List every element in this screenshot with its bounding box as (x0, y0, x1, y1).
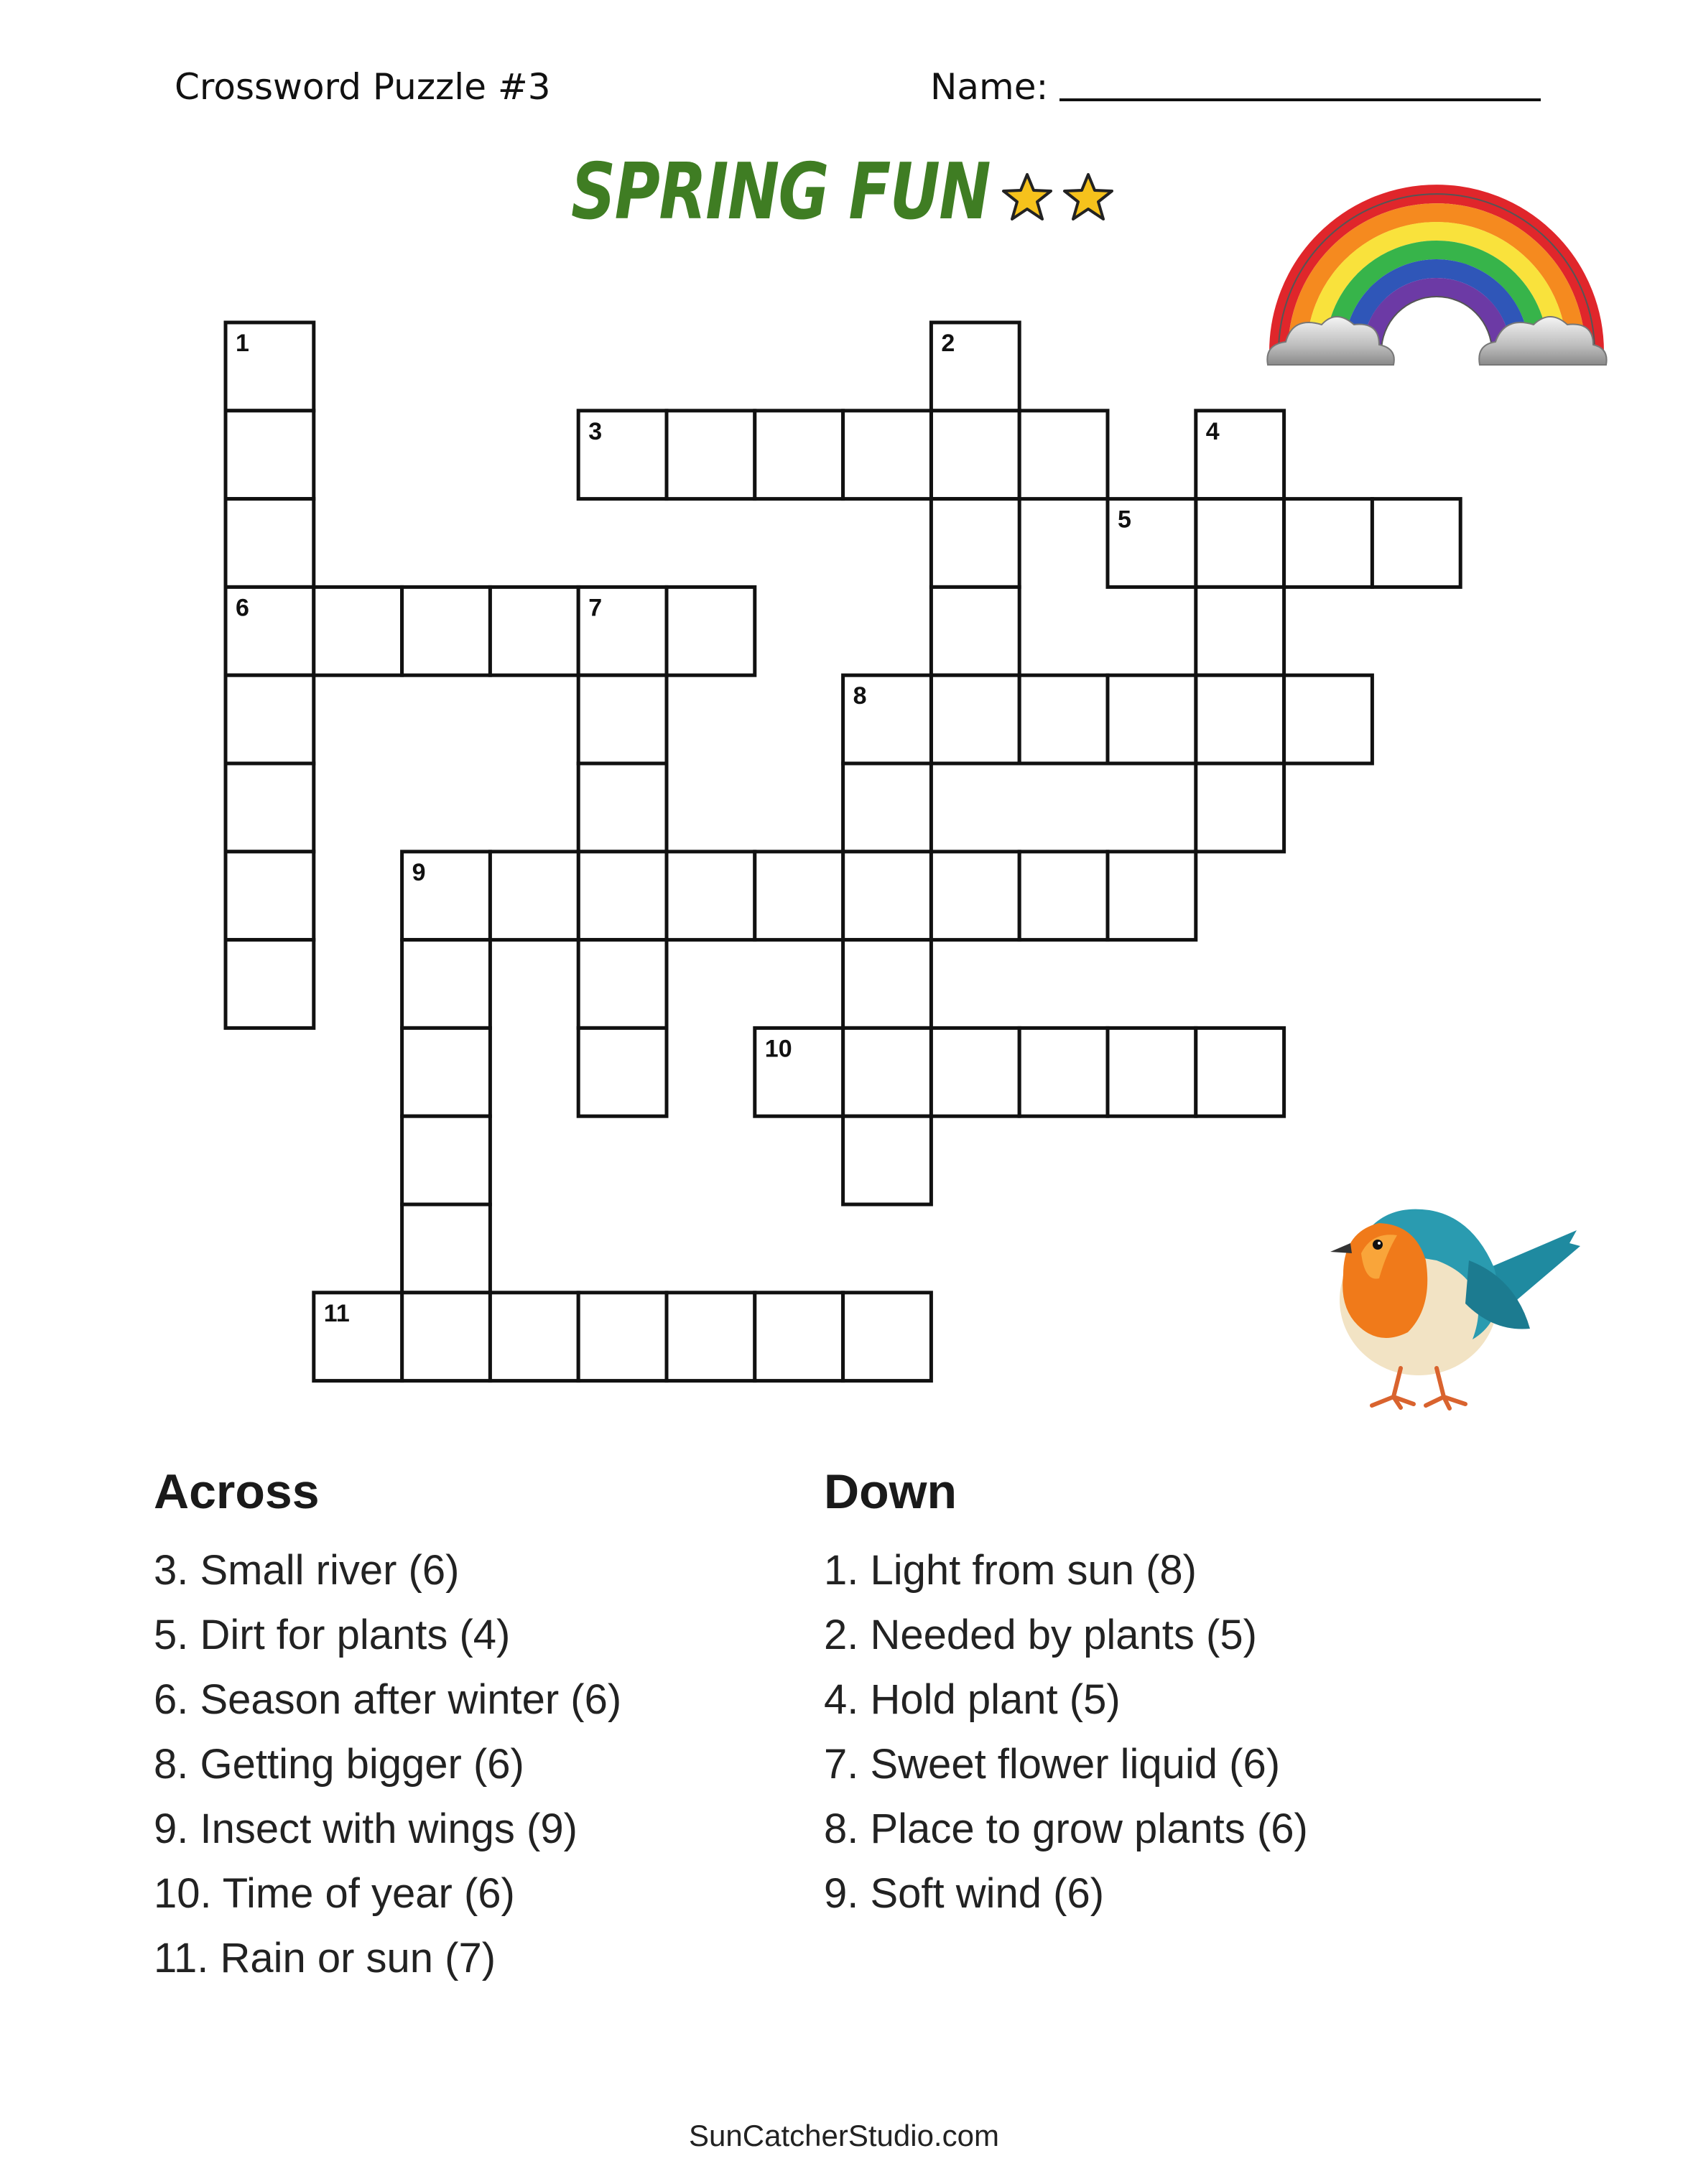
grid-cell[interactable] (402, 1293, 491, 1381)
grid-cell[interactable] (843, 1028, 932, 1116)
grid-cell[interactable] (1108, 675, 1196, 763)
grid-cell[interactable] (667, 1293, 755, 1381)
grid-cell[interactable] (1284, 499, 1373, 587)
grid-cell[interactable] (755, 1293, 843, 1381)
page-title: SPRING FUN (571, 147, 991, 237)
across-clue: 9. Insect with wings (9) (154, 1806, 578, 1852)
grid-cell[interactable] (578, 852, 667, 940)
across-clue: 11. Rain or sun (7) (154, 1935, 496, 1981)
grid-cell[interactable] (226, 499, 314, 587)
grid-cell[interactable] (578, 1293, 667, 1381)
grid-cell[interactable] (667, 852, 755, 940)
across-clue: 10. Time of year (6) (154, 1870, 515, 1917)
grid-cell[interactable] (1196, 587, 1284, 675)
down-clue: 2. Needed by plants (5) (824, 1612, 1257, 1658)
footer-credit: SunCatcherStudio.com (689, 2119, 999, 2152)
grid-cell[interactable] (1372, 499, 1460, 587)
grid-cell[interactable] (843, 763, 932, 852)
clue-number: 8 (853, 682, 867, 710)
grid-cell[interactable] (931, 675, 1019, 763)
down-clue: 7. Sweet flower liquid (6) (824, 1741, 1281, 1788)
grid-cell[interactable] (931, 852, 1019, 940)
down-clue: 1. Light from sun (8) (824, 1547, 1197, 1594)
grid-cell[interactable] (490, 1293, 578, 1381)
clue-number: 2 (941, 330, 955, 357)
grid-cell[interactable] (490, 587, 578, 675)
grid-cell[interactable] (1019, 852, 1108, 940)
across-clue: 5. Dirt for plants (4) (154, 1612, 511, 1658)
grid-cell[interactable] (755, 852, 843, 940)
grid-cell[interactable] (402, 587, 491, 675)
grid-cell[interactable] (931, 411, 1019, 499)
across-clue: 6. Season after winter (6) (154, 1676, 622, 1723)
grid-cell[interactable] (1196, 1028, 1284, 1116)
clue-number: 1 (236, 330, 249, 357)
grid-cell[interactable] (667, 411, 755, 499)
clue-number: 5 (1118, 506, 1131, 534)
grid-cell[interactable] (578, 675, 667, 763)
down-clue: 9. Soft wind (6) (824, 1870, 1105, 1917)
clue-number: 11 (323, 1299, 350, 1327)
grid-cell[interactable] (226, 852, 314, 940)
clue-number: 7 (588, 594, 603, 622)
across-clue: 8. Getting bigger (6) (154, 1741, 524, 1788)
across-clue: 3. Small river (6) (154, 1547, 460, 1594)
grid-cell[interactable] (578, 940, 667, 1028)
grid-cell[interactable] (402, 1204, 491, 1293)
down-clue: 4. Hold plant (5) (824, 1676, 1121, 1723)
grid-cell[interactable] (843, 852, 932, 940)
grid-cell[interactable] (1196, 763, 1284, 852)
grid-cell[interactable] (843, 940, 932, 1028)
down-clue: 8. Place to grow plants (6) (824, 1806, 1308, 1852)
grid-cell[interactable] (1196, 499, 1284, 587)
clue-number: 9 (412, 858, 426, 886)
clue-number: 6 (236, 594, 249, 622)
grid-cell[interactable] (667, 587, 755, 675)
grid-cell[interactable] (578, 763, 667, 852)
grid-cell[interactable] (490, 852, 578, 940)
clue-number: 4 (1205, 417, 1220, 445)
grid-cell[interactable] (226, 763, 314, 852)
grid-cell[interactable] (1108, 852, 1196, 940)
across-clue-list (154, 1538, 621, 1991)
grid-cell[interactable] (1019, 675, 1108, 763)
grid-cell[interactable] (843, 1293, 932, 1381)
down-heading: Down (824, 1464, 957, 1519)
grid-cell[interactable] (931, 1028, 1019, 1116)
grid-cell[interactable] (1019, 411, 1108, 499)
grid-cell[interactable] (226, 675, 314, 763)
robin-image (1329, 1153, 1587, 1411)
grid-cell[interactable] (755, 411, 843, 499)
grid-cell[interactable] (402, 1116, 491, 1204)
name-label: Name: (930, 66, 1049, 108)
grid-cell[interactable] (226, 940, 314, 1028)
grid-cell[interactable] (578, 1028, 667, 1116)
grid-cell[interactable] (843, 411, 932, 499)
grid-cell[interactable] (1284, 675, 1373, 763)
grid-cell[interactable] (402, 1028, 491, 1116)
down-clue-list (824, 1538, 1308, 1926)
across-heading: Across (154, 1464, 320, 1519)
grid-cell[interactable] (1196, 675, 1284, 763)
puzzle-title: Crossword Puzzle #3 (175, 66, 551, 108)
grid-cell[interactable] (931, 587, 1019, 675)
grid-cell[interactable] (1019, 1028, 1108, 1116)
clue-number: 10 (764, 1035, 792, 1063)
grid-cell[interactable] (843, 1116, 932, 1204)
grid-cell[interactable] (226, 411, 314, 499)
grid-cell[interactable] (1108, 1028, 1196, 1116)
grid-cell[interactable] (314, 587, 402, 675)
grid-cell[interactable] (931, 499, 1019, 587)
grid-cell[interactable] (402, 940, 491, 1028)
clue-number: 3 (588, 417, 603, 445)
